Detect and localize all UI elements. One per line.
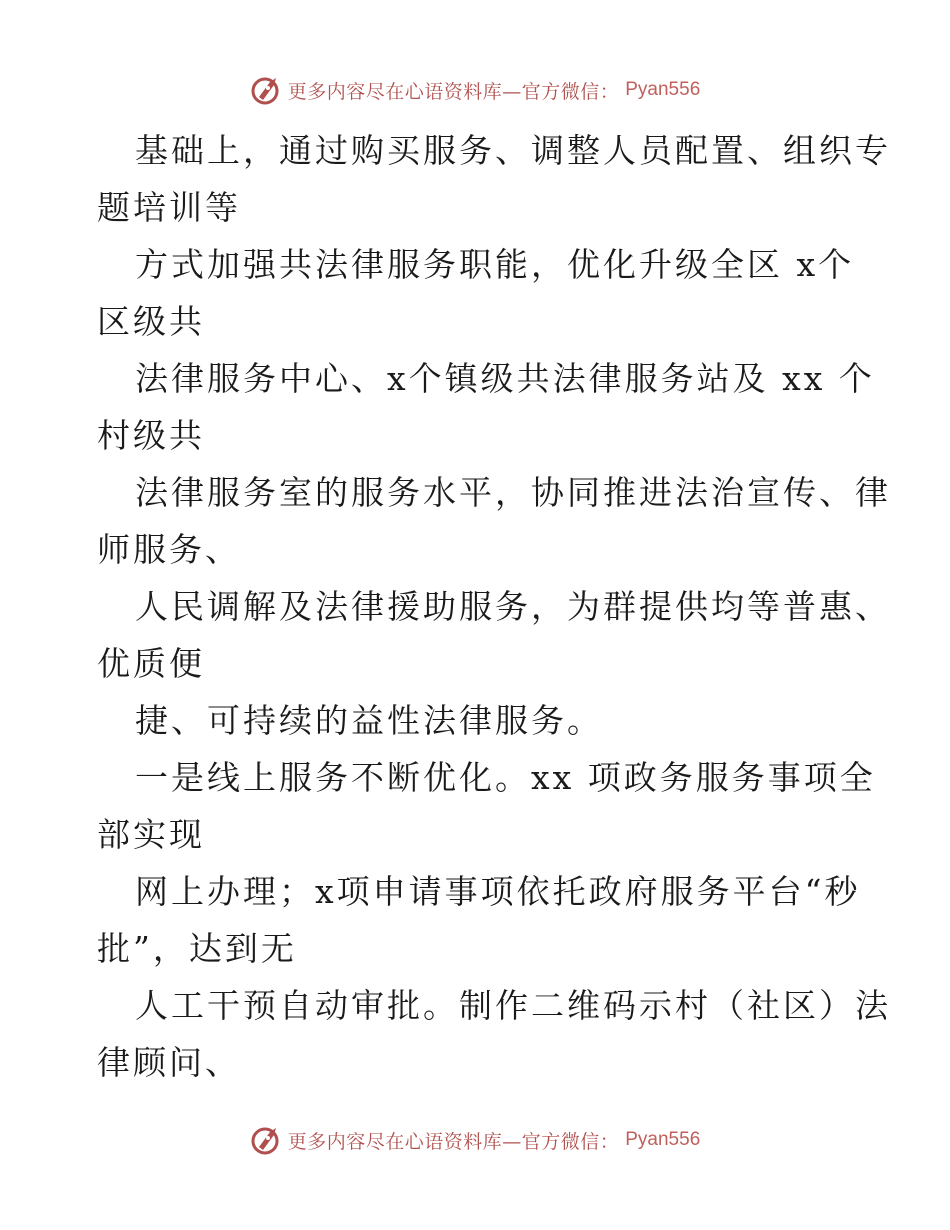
paragraph-line: 法律服务中心、x个镇级共法律服务站及 xx 个 [135,359,875,398]
paragraph-line: 人民调解及法律援助服务，为群提供均等普惠、 [135,587,891,626]
paragraph [97,692,857,749]
paragraph [97,749,876,863]
paragraph-continuation: 题培训等 [97,188,241,227]
paragraph-continuation: 村级共 [97,416,205,455]
watermark-wechat-id: Pyan556 [625,79,701,100]
paragraph [97,350,875,464]
paragraph-continuation: 师服务、 [97,530,241,569]
paragraph-line: 捷、可持续的益性法律服务。 [135,701,603,740]
document-body [97,122,891,1091]
paragraph-line: 基础上，通过购买服务、调整人员配置、组织专 [135,131,891,170]
paragraph [97,977,891,1091]
watermark-wechat-id: Pyan556 [625,1129,701,1150]
paragraph-continuation: 部实现 [97,815,205,854]
paragraph [97,236,857,350]
paragraph [97,464,891,578]
paragraph-line: 方式加强共法律服务职能，优化升级全区 x个 [135,245,855,284]
paragraph-line: 网上办理；x项申请事项依托政府服务平台“秒 [135,872,861,911]
watermark-text: 更多内容尽在心语资料库—官方微信： [287,80,620,103]
paragraph-continuation: 区级共 [97,302,205,341]
watermark-text: 更多内容尽在心语资料库—官方微信： [287,1130,620,1153]
paragraph-line: 法律服务室的服务水平，协同推进法治宣传、律 [135,473,891,512]
pen-nib-logo-icon [250,74,282,106]
paragraph [97,122,891,236]
paragraph-line: 一是线上服务不断优化。xx 项政务服务事项全 [135,758,876,797]
paragraph [97,863,861,977]
paragraph-line: 人工干预自动审批。制作二维码示村（社区）法 [135,986,891,1025]
paragraph-continuation: 批”，达到无 [97,929,297,968]
pen-nib-logo-icon [250,1124,282,1156]
footer-watermark [0,1120,950,1160]
paragraph-continuation: 律顾问、 [97,1043,241,1082]
paragraph [97,578,891,692]
paragraph-continuation: 优质便 [97,644,205,683]
header-watermark [0,70,950,110]
